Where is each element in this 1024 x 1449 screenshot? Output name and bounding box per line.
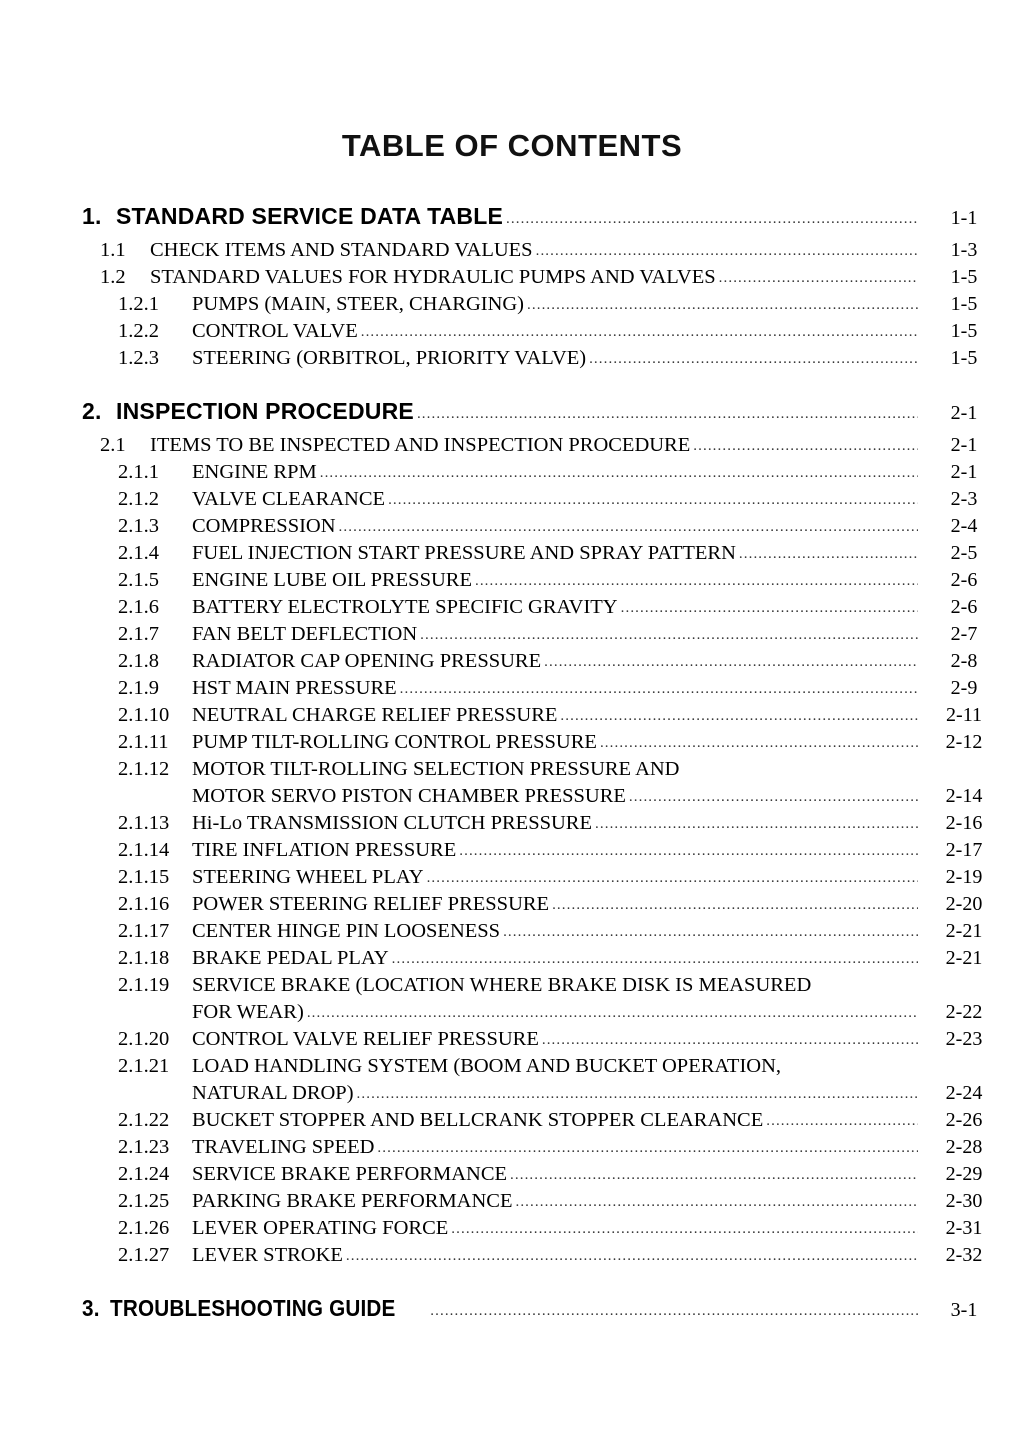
toc-entry-label: ITEMS TO BE INSPECTED AND INSPECTION PROCEDURE — [150, 434, 691, 456]
toc-entry[interactable] — [0, 839, 1024, 866]
toc-leader-dots — [392, 950, 918, 968]
toc-entry-page-number: 2-21 — [945, 920, 983, 942]
toc-entry-page-number: 2-9 — [950, 677, 978, 699]
toc-entry-label: Hi-Lo TRANSMISSION CLUTCH PRESSURE — [192, 812, 593, 834]
toc-entry-page-number: 2-5 — [950, 542, 978, 564]
toc-entry-label: STANDARD SERVICE DATA TABLE — [116, 203, 504, 229]
toc-entry-page-number: 2-24 — [945, 1082, 983, 1104]
toc-leader-dots — [459, 842, 918, 860]
toc-entry-number: 2.1.2 — [118, 488, 159, 510]
toc-leader-dots — [719, 269, 918, 287]
toc-entry-number: 1.2 — [100, 266, 126, 288]
toc-entry-number: 2. — [82, 398, 102, 424]
toc-entry-page-number: 2-12 — [945, 731, 983, 753]
toc-leader-dots — [475, 572, 918, 590]
toc-entry-number: 2.1.8 — [118, 650, 159, 672]
toc-entry-label: FUEL INJECTION START PRESSURE AND SPRAY PATTERN — [192, 542, 736, 564]
toc-entry-page-number: 2-28 — [945, 1136, 983, 1158]
toc-entry[interactable] — [0, 623, 1024, 650]
toc-entry-page-number: 2-7 — [950, 623, 978, 645]
toc-entry-label: INSPECTION PROCEDURE — [116, 398, 414, 424]
toc-entry-label: PARKING BRAKE PERFORMANCE — [192, 1190, 513, 1212]
toc-entry-page-number: 2-4 — [950, 515, 978, 537]
toc-entry-number: 2.1.14 — [118, 839, 170, 861]
toc-entry-page-number: 2-30 — [945, 1190, 983, 1212]
toc-entry-label: FOR WEAR) — [192, 1001, 304, 1023]
toc-entry-label: NATURAL DROP) — [192, 1082, 354, 1104]
toc-entry-page-number: 2-11 — [946, 704, 982, 726]
toc-entry-page-number: 2-29 — [945, 1163, 983, 1185]
toc-entry[interactable] — [0, 731, 1024, 758]
toc-entry[interactable] — [0, 596, 1024, 623]
toc-entry[interactable] — [0, 704, 1024, 731]
toc-leader-dots — [377, 1139, 918, 1157]
toc-entry-page-number: 2-23 — [945, 1028, 983, 1050]
toc-entry[interactable] — [0, 398, 1024, 434]
toc-entry-label: CONTROL VALVE RELIEF PRESSURE — [192, 1028, 539, 1050]
toc-leader-dots — [542, 1031, 918, 1049]
toc-entry-number: 2.1.9 — [118, 677, 159, 699]
toc-entry-number: 2.1.5 — [118, 569, 159, 591]
toc-entry-page-number: 2-22 — [945, 1001, 983, 1023]
toc-leader-dots — [629, 788, 918, 806]
toc-entry-label: STEERING (ORBITROL, PRIORITY VALVE) — [192, 347, 587, 369]
page-title: TABLE OF CONTENTS — [341, 128, 683, 163]
toc-entry-number: 2.1.27 — [118, 1244, 170, 1266]
toc-entry-number: 1.2.1 — [118, 293, 159, 315]
toc-entry[interactable] — [0, 320, 1024, 347]
toc-leader-dots — [346, 1247, 918, 1265]
toc-entry-page-number: 1-1 — [950, 207, 978, 229]
toc-entry[interactable] — [0, 266, 1024, 293]
toc-entry[interactable] — [0, 677, 1024, 704]
toc-entry[interactable] — [0, 1190, 1024, 1217]
toc-entry-label: TROUBLESHOOTING GUIDE — [110, 1295, 396, 1321]
toc-entry-number: 2.1.15 — [118, 866, 170, 888]
toc-entry-label: CONTROL VALVE — [192, 320, 358, 342]
toc-entry[interactable] — [0, 920, 1024, 947]
toc-entry-number: 2.1.20 — [118, 1028, 170, 1050]
toc-entry-label: MOTOR SERVO PISTON CHAMBER PRESSURE — [192, 785, 626, 807]
toc-entry-number: 2.1.25 — [118, 1190, 170, 1212]
toc-entry-label: FAN BELT DEFLECTION — [192, 623, 418, 645]
toc-entry[interactable] — [0, 866, 1024, 893]
toc-entry-number: 2.1.13 — [118, 812, 170, 834]
toc-entry-label: BRAKE PEDAL PLAY — [192, 947, 389, 969]
toc-leader-dots — [400, 680, 918, 698]
toc-entry-label: RADIATOR CAP OPENING PRESSURE — [192, 650, 542, 672]
toc-entry-page-number: 2-14 — [945, 785, 983, 807]
toc-entry-label: STEERING WHEEL PLAY — [192, 866, 424, 888]
toc-entry-label: LOAD HANDLING SYSTEM (BOOM AND BUCKET OPERATION, — [192, 1055, 782, 1077]
toc-entry-number: 2.1.26 — [118, 1217, 170, 1239]
toc-leader-dots — [766, 1112, 918, 1130]
toc-leader-dots — [560, 707, 918, 725]
toc-entry-page-number: 3-1 — [950, 1299, 978, 1321]
toc-entry[interactable] — [0, 893, 1024, 920]
toc-entry-number: 2.1.6 — [118, 596, 159, 618]
toc-leader-dots — [693, 437, 918, 455]
toc-entry-continuation[interactable] — [0, 785, 1024, 812]
table-of-contents-list — [0, 203, 1024, 1331]
toc-entry-page-number: 2-8 — [950, 650, 978, 672]
toc-entry-number: 2.1.22 — [118, 1109, 170, 1131]
toc-entry-number: 2.1.7 — [118, 623, 159, 645]
toc-entry-page-number: 1-3 — [950, 239, 978, 261]
toc-entry-label: LEVER STROKE — [192, 1244, 343, 1266]
toc-entry-number: 2.1.3 — [118, 515, 159, 537]
toc-leader-dots — [510, 1166, 918, 1184]
toc-leader-dots — [320, 464, 918, 482]
toc-entry-page-number: 2-17 — [945, 839, 983, 861]
toc-entry-label: NEUTRAL CHARGE RELIEF PRESSURE — [192, 704, 558, 726]
toc-entry[interactable] — [0, 1217, 1024, 1244]
toc-entry[interactable] — [0, 1136, 1024, 1163]
toc-leader-dots — [527, 296, 918, 314]
toc-entry[interactable] — [0, 461, 1024, 488]
toc-leader-dots — [552, 896, 918, 914]
toc-entry-label: BUCKET STOPPER AND BELLCRANK STOPPER CLEARANCE — [192, 1109, 764, 1131]
toc-entry-page-number: 2-3 — [950, 488, 978, 510]
toc-entry[interactable] — [0, 1295, 1024, 1331]
toc-leader-dots — [339, 518, 918, 536]
toc-entry[interactable] — [0, 1028, 1024, 1055]
toc-entry-label: SERVICE BRAKE (LOCATION WHERE BRAKE DISK IS MEASURED — [192, 974, 812, 996]
toc-leader-dots — [739, 545, 918, 563]
toc-entry-label: HST MAIN PRESSURE — [192, 677, 397, 699]
toc-entry[interactable] — [0, 203, 1024, 239]
toc-entry-page-number: 2-21 — [945, 947, 983, 969]
toc-entry-label: ENGINE LUBE OIL PRESSURE — [192, 569, 472, 591]
toc-entry-number: 1.2.2 — [118, 320, 159, 342]
toc-leader-dots — [417, 405, 918, 423]
toc-entry-label: ENGINE RPM — [192, 461, 317, 483]
toc-leader-dots — [595, 815, 918, 833]
toc-entry-page-number: 2-1 — [950, 461, 978, 483]
toc-entry[interactable] — [0, 488, 1024, 515]
toc-entry[interactable] — [0, 1109, 1024, 1136]
toc-entry-number: 2.1.23 — [118, 1136, 170, 1158]
toc-entry-number: 2.1.17 — [118, 920, 170, 942]
toc-entry-page-number: 2-26 — [945, 1109, 983, 1131]
toc-entry[interactable] — [0, 1055, 1024, 1082]
toc-entry[interactable] — [0, 569, 1024, 596]
toc-entry-number: 1.2.3 — [118, 347, 159, 369]
toc-entry-page-number: 2-1 — [950, 402, 978, 424]
toc-entry[interactable] — [0, 758, 1024, 785]
toc-leader-dots — [506, 210, 918, 228]
toc-entry-label: TIRE INFLATION PRESSURE — [192, 839, 457, 861]
toc-entry-page-number: 2-6 — [950, 596, 978, 618]
toc-entry-page-number: 2-20 — [945, 893, 983, 915]
toc-entry[interactable] — [0, 542, 1024, 569]
toc-leader-dots — [307, 1004, 918, 1022]
toc-entry-label: STANDARD VALUES FOR HYDRAULIC PUMPS AND VALVES — [150, 266, 716, 288]
toc-leader-dots — [427, 869, 918, 887]
toc-entry-number: 2.1.21 — [118, 1055, 170, 1077]
toc-entry-label: PUMP TILT-ROLLING CONTROL PRESSURE — [192, 731, 597, 753]
toc-entry-page-number: 1-5 — [950, 266, 978, 288]
toc-leader-dots — [600, 734, 918, 752]
toc-entry-number: 2.1.24 — [118, 1163, 170, 1185]
toc-entry-number: 3. — [82, 1295, 100, 1321]
toc-entry-label: COMPRESSION — [192, 515, 336, 537]
toc-entry[interactable] — [0, 347, 1024, 374]
toc-entry-continuation[interactable] — [0, 1001, 1024, 1028]
toc-entry-number: 2.1.4 — [118, 542, 159, 564]
toc-entry-page-number: 1-5 — [950, 293, 978, 315]
toc-entry[interactable] — [0, 239, 1024, 266]
toc-entry-label: CHECK ITEMS AND STANDARD VALUES — [150, 239, 533, 261]
toc-entry[interactable] — [0, 293, 1024, 320]
toc-entry-number: 1. — [82, 203, 102, 229]
toc-entry-page-number: 1-5 — [950, 347, 978, 369]
toc-leader-dots — [621, 599, 918, 617]
toc-entry-page-number: 2-32 — [945, 1244, 983, 1266]
toc-entry[interactable] — [0, 650, 1024, 677]
toc-entry-label: LEVER OPERATING FORCE — [192, 1217, 449, 1239]
toc-leader-dots — [544, 653, 918, 671]
toc-entry-page-number: 2-1 — [950, 434, 978, 456]
toc-entry-label: MOTOR TILT-ROLLING SELECTION PRESSURE AND — [192, 758, 680, 780]
toc-entry-number: 2.1.10 — [118, 704, 170, 726]
toc-entry-number: 2.1.11 — [118, 731, 169, 753]
toc-entry[interactable] — [0, 812, 1024, 839]
toc-entry-number: 2.1.1 — [118, 461, 159, 483]
toc-entry-number: 2.1.18 — [118, 947, 170, 969]
toc-entry-page-number: 2-31 — [945, 1217, 983, 1239]
toc-leader-dots — [503, 923, 918, 941]
toc-leader-dots — [451, 1220, 918, 1238]
toc-entry-page-number: 1-5 — [950, 320, 978, 342]
toc-entry[interactable] — [0, 974, 1024, 1001]
toc-entry-page-number: 2-6 — [950, 569, 978, 591]
toc-entry-label: VALVE CLEARANCE — [192, 488, 386, 510]
toc-leader-dots — [589, 350, 918, 368]
toc-leader-dots — [536, 242, 918, 260]
toc-entry-page-number: 2-19 — [945, 866, 983, 888]
toc-entry[interactable] — [0, 1244, 1024, 1271]
toc-entry-label: TRAVELING SPEED — [192, 1136, 375, 1158]
toc-entry-page-number: 2-16 — [945, 812, 983, 834]
toc-entry-label: POWER STEERING RELIEF PRESSURE — [192, 893, 550, 915]
toc-entry[interactable] — [0, 434, 1024, 461]
toc-entry-label: CENTER HINGE PIN LOOSENESS — [192, 920, 501, 942]
toc-leader-dots — [420, 626, 918, 644]
toc-entry-number: 1.1 — [100, 239, 126, 261]
toc-entry-number: 2.1 — [100, 434, 126, 456]
toc-entry-label: PUMPS (MAIN, STEER, CHARGING) — [192, 293, 525, 315]
toc-entry[interactable] — [0, 1163, 1024, 1190]
toc-entry-number: 2.1.19 — [118, 974, 170, 996]
toc-entry-label: SERVICE BRAKE PERFORMANCE — [192, 1163, 508, 1185]
toc-leader-dots — [515, 1193, 918, 1211]
toc-entry[interactable] — [0, 947, 1024, 974]
toc-leader-dots — [430, 1302, 918, 1320]
toc-entry-continuation[interactable] — [0, 1082, 1024, 1109]
toc-entry-number: 2.1.12 — [118, 758, 170, 780]
toc-entry-number: 2.1.16 — [118, 893, 170, 915]
toc-entry-label: BATTERY ELECTROLYTE SPECIFIC GRAVITY — [192, 596, 618, 618]
toc-leader-dots — [388, 491, 918, 509]
toc-leader-dots — [361, 323, 918, 341]
toc-entry[interactable] — [0, 515, 1024, 542]
toc-leader-dots — [357, 1085, 918, 1103]
